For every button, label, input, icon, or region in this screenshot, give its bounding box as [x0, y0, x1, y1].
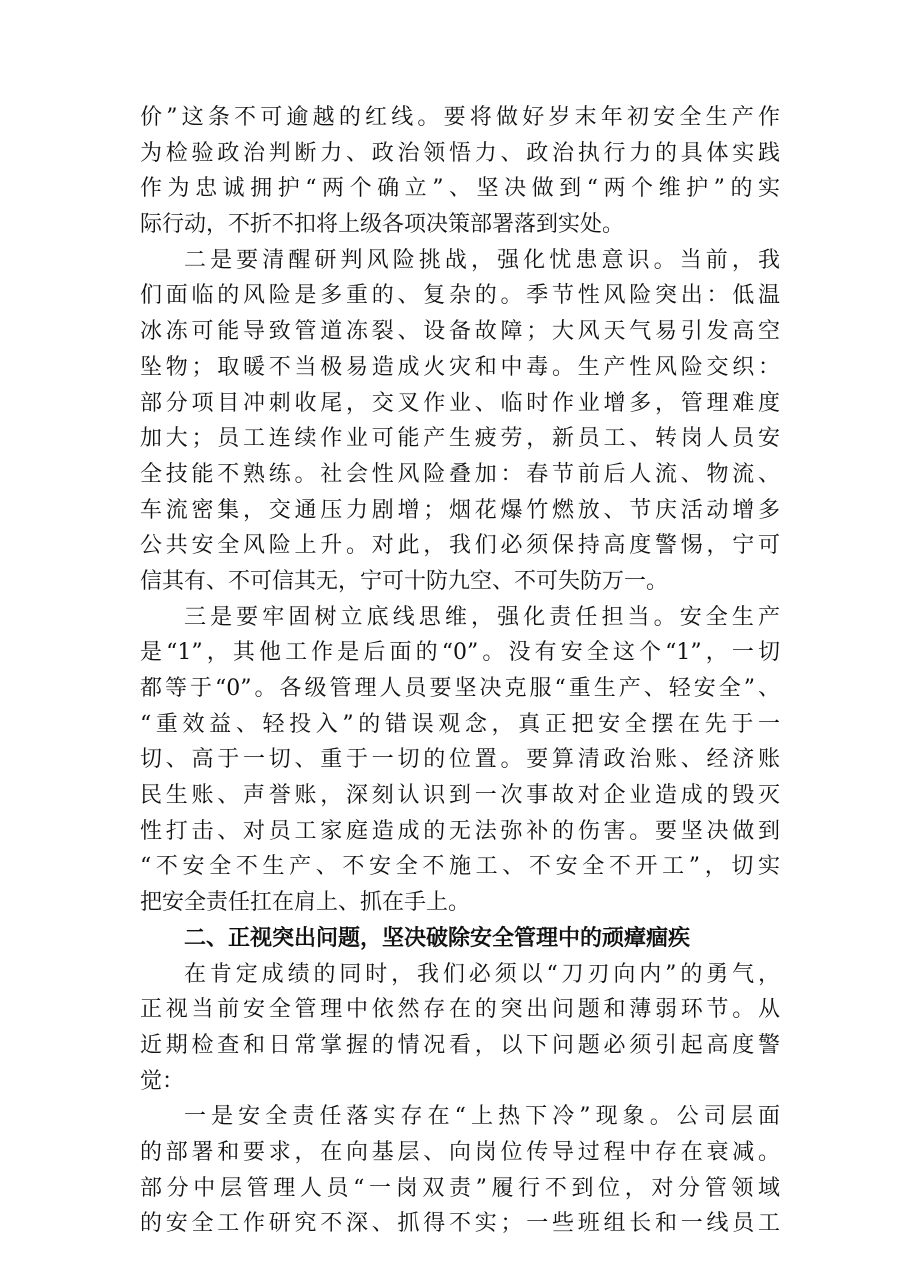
text-line: 冰冻可能导致管道冻裂、设备故障；大风天气易引发高空	[140, 319, 780, 345]
text-line: 民生账、声誉账，深刻认识到一次事故对企业造成的毁灭	[140, 783, 780, 809]
text-line: 际行动，不折不扣将上级各项决策部署落到实处。	[140, 212, 625, 238]
text-line: “重效益、轻投入”的错误观念，真正把安全摆在先于一	[140, 711, 780, 737]
text-line: 觉：	[140, 1068, 185, 1094]
text-line: 的部署和要求，在向基层、向岗位传导过程中存在衰减。	[140, 1139, 780, 1165]
text-line: 们面临的风险是多重的、复杂的。季节性风险突出：低温	[140, 283, 780, 309]
text-line: 加大；员工连续作业可能产生疲劳，新员工、转岗人员安	[140, 426, 780, 452]
section-heading: 二、正视突出问题，坚决破除安全管理中的顽瘴痼疾	[184, 925, 691, 951]
text-line: 信其有、不可信其无，宁可十防九空、不可失防万一。	[140, 568, 669, 594]
text-line: 近期检查和日常掌握的情况看，以下问题必须引起高度警	[140, 1032, 780, 1058]
text-line: 在肯定成绩的同时，我们必须以“刀刃向内”的勇气，	[184, 961, 780, 987]
text-line: 是“1”，其他工作是后面的“0”。没有安全这个“1”，一切	[140, 640, 780, 666]
text-line: 二是要清醒研判风险挑战，强化忧患意识。当前，我	[184, 247, 780, 273]
text-line: 车流密集，交通压力剧增；烟花爆竹燃放、节庆活动增多	[140, 497, 780, 523]
text-line: 三是要牢固树立底线思维，强化责任担当。安全生产	[184, 604, 780, 630]
text-line: “不安全不生产、不安全不施工、不安全不开工”，切实	[140, 854, 780, 880]
text-line: 切、高于一切、重于一切的位置。要算清政治账、经济账	[140, 747, 780, 773]
text-line: 坠物；取暖不当极易造成火灾和中毒。生产性风险交织：	[140, 354, 780, 380]
text-line: 公共安全风险上升。对此，我们必须保持高度警惕，宁可	[140, 533, 780, 559]
text-line: 的安全工作研究不深、抓得不实；一些班组长和一线员工	[140, 1211, 780, 1237]
document-body	[140, 100, 780, 1242]
text-line: 把安全责任扛在肩上、抓在手上。	[140, 890, 471, 916]
text-line: 作为忠诚拥护“两个确立”、坚决做到“两个维护”的实	[140, 176, 780, 202]
text-line: 性打击、对员工家庭造成的无法弥补的伤害。要坚决做到	[140, 818, 780, 844]
text-line: 全技能不熟练。社会性风险叠加：春节前后人流、物流、	[140, 461, 780, 487]
text-line: 正视当前安全管理中依然存在的突出问题和薄弱环节。从	[140, 997, 780, 1023]
text-line: 都等于“0”。各级管理人员要坚决克服“重生产、轻安全”、	[140, 676, 780, 701]
text-line: 价”这条不可逾越的红线。要将做好岁末年初安全生产作	[140, 105, 780, 130]
text-line: 为检验政治判断力、政治领悟力、政治执行力的具体实践	[140, 140, 780, 166]
text-line: 部分项目冲刺收尾，交叉作业、临时作业增多，管理难度	[140, 390, 780, 416]
text-line: 部分中层管理人员“一岗双责”履行不到位，对分管领域	[140, 1175, 780, 1201]
text-line: 一是安全责任落实存在“上热下冷”现象。公司层面	[184, 1104, 780, 1130]
